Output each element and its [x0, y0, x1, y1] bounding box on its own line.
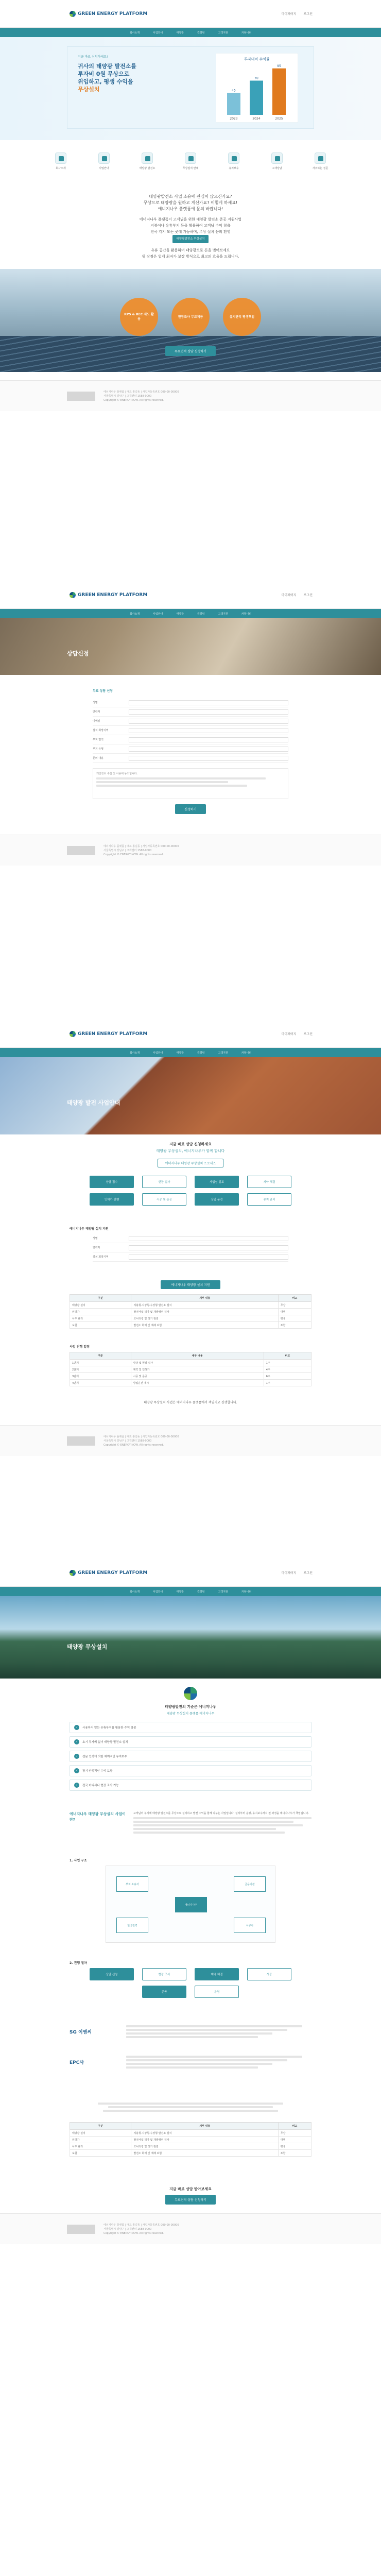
- footer: [0, 1425, 381, 1456]
- about-text: 고객님의 부지에 태양광 발전소를 무상으로 설치하고 발전 수익을 함께 나누는 사업입니다. 설치부터 운영, 유지보수까지 전 과정을 에너지나우가 책임집니다.: [133, 1811, 311, 1835]
- footer: [0, 380, 381, 411]
- about-title: 에너지나우 태양광 무상설치 사업이란?: [70, 1812, 126, 1822]
- nav-item[interactable]: 컨설팅: [197, 1590, 205, 1594]
- form-input[interactable]: [129, 747, 288, 752]
- chart-data-label: 95: [277, 64, 281, 68]
- process-step: 현장 조사: [142, 1968, 186, 1980]
- consult-button[interactable]: 무료견적 상담 신청하기: [165, 346, 216, 356]
- brand-mark: [0, 1687, 381, 1700]
- form-input[interactable]: [129, 737, 288, 742]
- table-row: [70, 1373, 311, 1380]
- field-label: 설치 희망지역: [93, 729, 109, 732]
- benefit-item: [70, 1751, 311, 1762]
- chart-data-label: 70: [254, 76, 258, 80]
- brand-name: GREEN ENERGY PLATFORM: [78, 592, 148, 598]
- table-cell: 발전사업 허가 및 개발행위 허가: [131, 2137, 278, 2143]
- hero-banner: [67, 46, 314, 129]
- row-label: 연락처: [93, 1246, 100, 1249]
- table-cell: 무상: [278, 2130, 311, 2137]
- highlight-badge: 태양광발전소 무상설치: [172, 235, 209, 243]
- brand-logo[interactable]: [70, 1570, 147, 1576]
- process-step: 상담 접수: [90, 1176, 134, 1188]
- table-cell: 태양광 설치: [70, 2130, 131, 2137]
- footer-logo: [67, 846, 95, 855]
- mypage-link[interactable]: 마이페이지: [281, 1032, 297, 1036]
- form-row: [93, 744, 288, 754]
- table-row: [70, 2150, 311, 2157]
- table-header-cell: 세부 내용: [131, 1352, 264, 1360]
- phone-field[interactable]: [129, 1245, 288, 1250]
- top-header: [0, 1020, 381, 1048]
- intro-paragraph: 지붕이나 유휴부지 등을 활용하여 고객님 수익 창출: [150, 224, 231, 228]
- footer-text: 에너지나우 플랫폼 | 대표 홍길동 | 사업자등록번호 000-00-00000 서울특별시 강남구 | 고객센터 1588-0000 Copyright © ENERGY NOW. All rights reserved.: [103, 2223, 179, 2235]
- sub-hero-title: 태양광 무상설치: [67, 1643, 108, 1650]
- form-input[interactable]: [129, 700, 288, 705]
- table-cell: 상담 및 현장 실사: [131, 1360, 264, 1366]
- benefit-text: 초기 투자비 없이 태양광 발전소 설치: [82, 1741, 128, 1744]
- bottom-cta: [0, 2177, 381, 2213]
- logo-icon: [70, 1031, 76, 1037]
- feature-circles: [0, 290, 381, 344]
- nav-item[interactable]: 고객지원: [218, 1590, 228, 1594]
- main-nav: [0, 1587, 381, 1596]
- util-links: [280, 11, 314, 16]
- intro-section: [0, 175, 381, 265]
- process-step: 유지 관리: [247, 1193, 291, 1206]
- nav-item[interactable]: 컨설팅: [197, 612, 205, 616]
- menu-label: 회사소개: [56, 167, 66, 170]
- quick-menu-item[interactable]: [219, 152, 248, 170]
- table-row: [70, 1322, 311, 1329]
- process-badge: 에너지나우 태양광 무상설치 프로세스: [158, 1159, 223, 1167]
- field-label: 이메일: [93, 720, 100, 723]
- process-step: 상담 신청: [90, 1968, 134, 1980]
- top-header: [0, 0, 381, 28]
- benefit-item: [70, 1765, 311, 1776]
- intro-paragraph: 전국 각지 모든 곳에 가능하며, 무상 설치 문의 환영: [150, 230, 231, 234]
- login-link[interactable]: 로그인: [303, 594, 313, 597]
- partner-text: [126, 2054, 311, 2070]
- nav-item[interactable]: 회사소개: [129, 612, 140, 616]
- nav-item[interactable]: 회사소개: [129, 1051, 140, 1055]
- feature-circle: 유지관리 평생책임: [223, 298, 261, 336]
- hero-title-highlight: 무상설치: [78, 86, 100, 93]
- top-header: [0, 1559, 381, 1587]
- nav-item[interactable]: 태양광: [176, 31, 184, 35]
- table-cell: 인허가: [70, 2137, 131, 2143]
- benefit-text: 전문 인력에 의한 체계적인 유지보수: [82, 1755, 127, 1758]
- nav-item[interactable]: 태양광: [176, 1590, 184, 1594]
- name-field[interactable]: [129, 1236, 288, 1241]
- table-row: [70, 1366, 311, 1373]
- chart-data-label: 45: [232, 89, 236, 93]
- field-label: 연락처: [93, 710, 100, 714]
- row-label: 성명: [93, 1237, 98, 1240]
- table-cell: 2단계: [70, 1366, 131, 1373]
- table-row: [70, 1380, 311, 1386]
- process-step: 준공: [142, 1986, 186, 1998]
- benefit-text: 장기 안정적인 수익 보장: [82, 1770, 113, 1773]
- check-icon: ✓: [74, 1725, 79, 1730]
- screen-business: [0, 1020, 381, 1456]
- feature-circle: RPS & REC 제도 활용: [120, 298, 158, 336]
- check-icon: ✓: [74, 1754, 79, 1759]
- section-intro: 지금 바로 상담 신청하세요: [169, 1142, 212, 1146]
- process-step: 인허가 진행: [90, 1193, 134, 1206]
- menu-icon: [185, 152, 196, 164]
- intro-paragraph: 위 장점은 업계 최저가 보장 방식으로 최고의 효율을 드립니다.: [142, 255, 239, 259]
- form-row: [93, 735, 288, 744]
- nav-item[interactable]: 커뮤니티: [241, 1590, 252, 1594]
- footer-logo: [67, 1436, 95, 1446]
- process-flow-2: [82, 1968, 299, 1998]
- table-cell: 4주: [264, 1366, 311, 1373]
- table-row: [70, 1315, 311, 1322]
- footer: [0, 2213, 381, 2244]
- table-cell: 보험: [70, 1322, 131, 1329]
- form-row: [93, 726, 288, 735]
- mypage-link[interactable]: 마이페이지: [281, 12, 297, 16]
- menu-label: 유지보수: [229, 167, 239, 170]
- summary-table: [70, 2122, 311, 2157]
- logo-icon: [70, 1570, 76, 1576]
- form-input[interactable]: [129, 756, 288, 761]
- partner-row: [70, 2024, 311, 2040]
- nav-item[interactable]: 사업안내: [153, 31, 163, 35]
- menu-label: 태양광 발전소: [139, 167, 155, 170]
- menu-icon: [142, 152, 153, 164]
- brand-name: GREEN ENERGY PLATFORM: [78, 1031, 148, 1037]
- table-cell: 사후 관리: [70, 1315, 131, 1322]
- process-step: 운영: [195, 1986, 239, 1998]
- nav-item[interactable]: 컨설팅: [197, 1051, 205, 1055]
- table-header-cell: 비고: [264, 1352, 311, 1360]
- table-cell: 사후 관리: [70, 2143, 131, 2150]
- table-cell: 발전사업 허가 및 개발행위 허가: [131, 1309, 278, 1315]
- nav-item[interactable]: 컨설팅: [197, 31, 205, 35]
- hero-title: [78, 62, 136, 93]
- benefit-text: 사용하지 않는 유휴부지를 활용한 수익 창출: [82, 1726, 136, 1730]
- diagram-node: 시공사: [234, 1918, 266, 1933]
- table-header-row: [70, 1295, 311, 1302]
- chart-tick-label: 2025: [275, 117, 283, 121]
- form-row: [93, 754, 288, 763]
- process-step: 현장 실사: [142, 1176, 186, 1188]
- table-cell: 시공 및 준공: [131, 1373, 264, 1380]
- diagram-node: 부지 소유자: [116, 1876, 148, 1892]
- solar-photo-band: [0, 269, 381, 372]
- nav-item[interactable]: 커뮤니티: [241, 1051, 252, 1055]
- table-header-cell: 세부 내용: [131, 2123, 278, 2130]
- diagram-node: 금융기관: [234, 1876, 266, 1892]
- util-links: [280, 1570, 314, 1575]
- hero-section: [0, 37, 381, 140]
- check-icon: ✓: [74, 1783, 79, 1788]
- nav-item[interactable]: 고객지원: [218, 31, 228, 35]
- util-links: [280, 592, 314, 598]
- table-cell: 포함: [278, 1322, 311, 1329]
- brand-statement: 태양광발전의 기준은 에너지나우: [165, 1705, 216, 1709]
- chart-bar: [250, 81, 263, 115]
- table-cell: 평생: [278, 1315, 311, 1322]
- sub-hero-image: [0, 1057, 381, 1134]
- support-table: [70, 1294, 311, 1329]
- table-row: [70, 1309, 311, 1315]
- privacy-agreement[interactable]: 개인정보 수집 및 이용에 동의합니다.: [93, 768, 288, 799]
- footer: [0, 835, 381, 866]
- feature-circle: 현장조사 무료제공: [171, 298, 210, 336]
- table-header-cell: 비고: [278, 1295, 311, 1302]
- process-step: 시공 및 준공: [142, 1193, 186, 1206]
- table-cell: 대행: [278, 2137, 311, 2143]
- menu-label: 무상설치 안내: [182, 167, 199, 170]
- quick-menu-item[interactable]: [176, 152, 205, 170]
- table-row: [70, 2137, 311, 2143]
- form-title: 무료 상담 신청: [93, 689, 113, 693]
- about-section: [70, 1811, 311, 1835]
- process-step: 상업 운전: [195, 1193, 239, 1206]
- table-cell: 1주: [264, 1360, 311, 1366]
- process-step: 계약 체결: [247, 1176, 291, 1188]
- mypage-link[interactable]: 마이페이지: [281, 1571, 297, 1575]
- section-intro: 태양광 무상설치, 에너지나우가 함께 합니다: [156, 1149, 225, 1153]
- main-nav: [0, 28, 381, 37]
- hero-subtitle: 지금 바로 신청하세요!: [78, 55, 108, 59]
- table-row: [70, 2130, 311, 2137]
- field-label: 문의 내용: [93, 757, 103, 760]
- partner-logo: SG 이앤씨: [70, 2030, 92, 2035]
- table-cell: 모니터링 및 정기 점검: [131, 1315, 278, 1322]
- benefit-item: [70, 1722, 311, 1733]
- menu-icon: [315, 152, 326, 164]
- quick-menu-item[interactable]: [133, 152, 162, 170]
- section-note: 태양광 무상설치 사업은 에너지나우 플랫폼에서 책임지고 진행합니다.: [144, 1401, 237, 1404]
- table-cell: 포함: [278, 2150, 311, 2157]
- table-header-row: [70, 2123, 311, 2130]
- brand-logo[interactable]: [70, 11, 147, 17]
- nav-item[interactable]: 사업안내: [153, 1590, 163, 1594]
- table-cell: 모니터링 및 정기 점검: [131, 2143, 278, 2150]
- section-title: 1. 사업 구조: [70, 1859, 87, 1862]
- intro-question: 태양광발전소 사업 소유에 관심이 많으신가요?: [149, 194, 232, 199]
- diagram-node: 한국전력: [116, 1918, 148, 1933]
- footer-text: 에너지나우 플랫폼 | 대표 홍길동 | 사업자등록번호 000-00-00000 서울특별시 강남구 | 고객센터 1588-0000 Copyright © ENERGY NOW. All rights reserved.: [103, 390, 179, 402]
- table-row: [70, 1360, 311, 1366]
- table-header-cell: 세부 내용: [131, 1295, 278, 1302]
- region-field[interactable]: [129, 1255, 288, 1260]
- login-link[interactable]: 로그인: [303, 1571, 313, 1575]
- section-title: 에너지나우 태양광 설치 지원: [70, 1227, 109, 1231]
- check-icon: ✓: [74, 1739, 79, 1744]
- info-form: [0, 1234, 381, 1262]
- process-step: 시공: [247, 1968, 291, 1980]
- screen-consult: [0, 581, 381, 866]
- nav-item[interactable]: 회사소개: [129, 1590, 140, 1594]
- cta-question: 지금 바로 상담 받아보세요: [169, 2187, 212, 2191]
- sub-hero-image: [0, 1596, 381, 1679]
- form-input[interactable]: [129, 728, 288, 733]
- table-cell: 발전소 화재 및 재해 보험: [131, 1322, 278, 1329]
- field-label: 성명: [93, 701, 98, 704]
- logo-icon: [70, 11, 76, 17]
- table-cell: 6주: [264, 1373, 311, 1380]
- chart-title: 투자대비 수익률: [244, 57, 270, 61]
- partner-list: [70, 2024, 311, 2070]
- nav-item[interactable]: 커뮤니티: [241, 31, 252, 35]
- chart-bar: [227, 93, 240, 115]
- table-cell: 계약 및 인허가: [131, 1366, 264, 1373]
- table-cell: 태양광 설치: [70, 1302, 131, 1309]
- login-link[interactable]: 로그인: [303, 12, 313, 16]
- menu-label: 사업안내: [99, 167, 109, 170]
- quick-menu-item[interactable]: [306, 152, 335, 170]
- quick-menu-item[interactable]: [263, 152, 291, 170]
- benefit-item: [70, 1736, 311, 1748]
- table-row: [70, 1302, 311, 1309]
- sub-hero-image: [0, 618, 381, 675]
- section-bar-title: 에너지나우 태양광 설치 지원: [161, 1280, 220, 1289]
- footer-logo: [67, 2225, 95, 2234]
- intro-paragraph: 에너지나우 플랫폼이 고객님을 위한 태양광 발전소 준공 지원사업: [139, 217, 242, 222]
- logo-icon: [184, 1687, 197, 1700]
- brand-name: GREEN ENERGY PLATFORM: [78, 1570, 148, 1575]
- screen-free-install: [0, 1559, 381, 2244]
- logo-icon: [70, 592, 76, 598]
- table-cell: 1주: [264, 1380, 311, 1386]
- chart-tick-label: 2023: [230, 117, 238, 121]
- diagram-node: 에너지나우: [175, 1897, 207, 1912]
- table-header-cell: 구분: [70, 2123, 131, 2130]
- menu-label: 고객상담: [272, 167, 282, 170]
- table-header-cell: 구분: [70, 1295, 131, 1302]
- intro-paragraph: 유휴 공간을 활용하여 태양광으로 돈을 벌어보세요: [151, 248, 230, 252]
- top-header: [0, 581, 381, 609]
- consult-form: [0, 675, 381, 814]
- form-row: [93, 717, 288, 726]
- field-label: 부지 면적: [93, 738, 103, 741]
- nav-item[interactable]: 고객지원: [218, 1051, 228, 1055]
- nav-item[interactable]: 커뮤니티: [241, 612, 252, 616]
- table-cell: 평생: [278, 2143, 311, 2150]
- screen-main: [0, 0, 381, 411]
- table-cell: 보험: [70, 2150, 131, 2157]
- benefit-text: 전국 어디서나 현장 조사 가능: [82, 1784, 119, 1787]
- footer-logo: [67, 392, 95, 401]
- process-step: 계약 체결: [195, 1968, 239, 1980]
- process-flow: [82, 1176, 299, 1206]
- table-cell: 인허가: [70, 1309, 131, 1315]
- mypage-link[interactable]: 마이페이지: [281, 594, 297, 597]
- form-row: [93, 707, 288, 717]
- sub-hero-title: 상담신청: [67, 650, 89, 657]
- util-links: [280, 1031, 314, 1037]
- menu-icon: [228, 152, 239, 164]
- nav-item[interactable]: 회사소개: [129, 31, 140, 35]
- nav-item[interactable]: 태양광: [176, 612, 184, 616]
- table-cell: 1단계: [70, 1360, 131, 1366]
- brand-statement: 태양광 무상설치 플랫폼 에너지나우: [166, 1712, 215, 1716]
- menu-label: 자주하는 질문: [312, 167, 328, 170]
- benefit-item: [70, 1780, 311, 1791]
- process-step: 사업성 검토: [195, 1176, 239, 1188]
- menu-icon: [55, 152, 66, 164]
- hero-title-line: 위임하고, 평생 수익을: [78, 78, 133, 85]
- chart-bar: [272, 69, 286, 115]
- quick-menu-item[interactable]: [46, 152, 75, 170]
- sub-hero-title: 태양광 발전 사업안내: [67, 1099, 120, 1106]
- table-cell: 대행: [278, 1309, 311, 1315]
- form-row: [93, 698, 288, 707]
- table-header-cell: 구분: [70, 1352, 131, 1360]
- table-cell: 상업운전 개시: [131, 1380, 264, 1386]
- closing-text: [0, 2103, 381, 2112]
- table-cell: 발전소 화재 및 재해 보험: [131, 2150, 278, 2157]
- quick-menu: [0, 140, 381, 175]
- login-link[interactable]: 로그인: [303, 1032, 313, 1036]
- partner-text: [126, 2024, 311, 2040]
- hero-title-line: 귀사의 태양광 발전소를: [78, 63, 136, 70]
- section-title: 사업 진행 일정: [70, 1345, 90, 1349]
- form-input[interactable]: [129, 709, 288, 715]
- brand-logo[interactable]: [70, 1031, 147, 1037]
- nav-item[interactable]: 태양광: [176, 1051, 184, 1055]
- table-cell: 무상: [278, 1302, 311, 1309]
- schedule-table: [70, 1352, 311, 1386]
- table-header-row: [70, 1352, 311, 1360]
- field-label: 부지 유형: [93, 748, 103, 751]
- brand-logo[interactable]: [70, 592, 147, 598]
- row-label: 설치 희망지역: [93, 1256, 109, 1259]
- table-header-cell: 비고: [278, 2123, 311, 2130]
- nav-item[interactable]: 고객지원: [218, 612, 228, 616]
- consult-button[interactable]: 무료견적 상담 신청하기: [165, 2195, 216, 2205]
- table-cell: 지붕형·지상형·수상형 발전소 설치: [131, 2130, 278, 2137]
- menu-icon: [271, 152, 283, 164]
- table-cell: 지붕형·지상형·수상형 발전소 설치: [131, 1302, 278, 1309]
- submit-button[interactable]: 신청하기: [175, 804, 205, 814]
- table-cell: 4단계: [70, 1380, 131, 1386]
- chart-tick-label: 2024: [252, 117, 261, 121]
- quick-menu-item[interactable]: [90, 152, 118, 170]
- benefit-list: [70, 1722, 311, 1791]
- nav-item[interactable]: 사업안내: [153, 1051, 163, 1055]
- business-structure-diagram: [106, 1866, 275, 1943]
- check-icon: ✓: [74, 1768, 79, 1773]
- nav-item[interactable]: 사업안내: [153, 612, 163, 616]
- brand-name: GREEN ENERGY PLATFORM: [78, 11, 148, 16]
- form-input[interactable]: [129, 719, 288, 724]
- partner-row: [70, 2054, 311, 2070]
- intro-question: 무상으로 태양광을 원하고 계신가요? 이렇게 하세요!: [143, 200, 238, 205]
- table-cell: 3단계: [70, 1373, 131, 1380]
- footer-text: 에너지나우 플랫폼 | 대표 홍길동 | 사업자등록번호 000-00-00000 서울특별시 강남구 | 고객센터 1588-0000 Copyright © ENERGY NOW. All rights reserved.: [103, 844, 179, 856]
- main-nav: [0, 1048, 381, 1057]
- menu-icon: [98, 152, 110, 164]
- main-nav: [0, 609, 381, 618]
- partner-logo: EPC사: [70, 2060, 84, 2065]
- hero-bar-chart: [216, 53, 298, 123]
- footer-text: 에너지나우 플랫폼 | 대표 홍길동 | 사업자등록번호 000-00-00000 서울특별시 강남구 | 고객센터 1588-0000 Copyright © ENERGY NOW. All rights reserved.: [103, 1435, 179, 1447]
- intro-question: 에너지나우 플랫폼에 문의 바랍니다!: [158, 207, 223, 211]
- section-title: 2. 진행 절차: [70, 1961, 87, 1965]
- hero-title-line: 투자비 0원 무상으로: [78, 71, 130, 77]
- table-row: [70, 2143, 311, 2150]
